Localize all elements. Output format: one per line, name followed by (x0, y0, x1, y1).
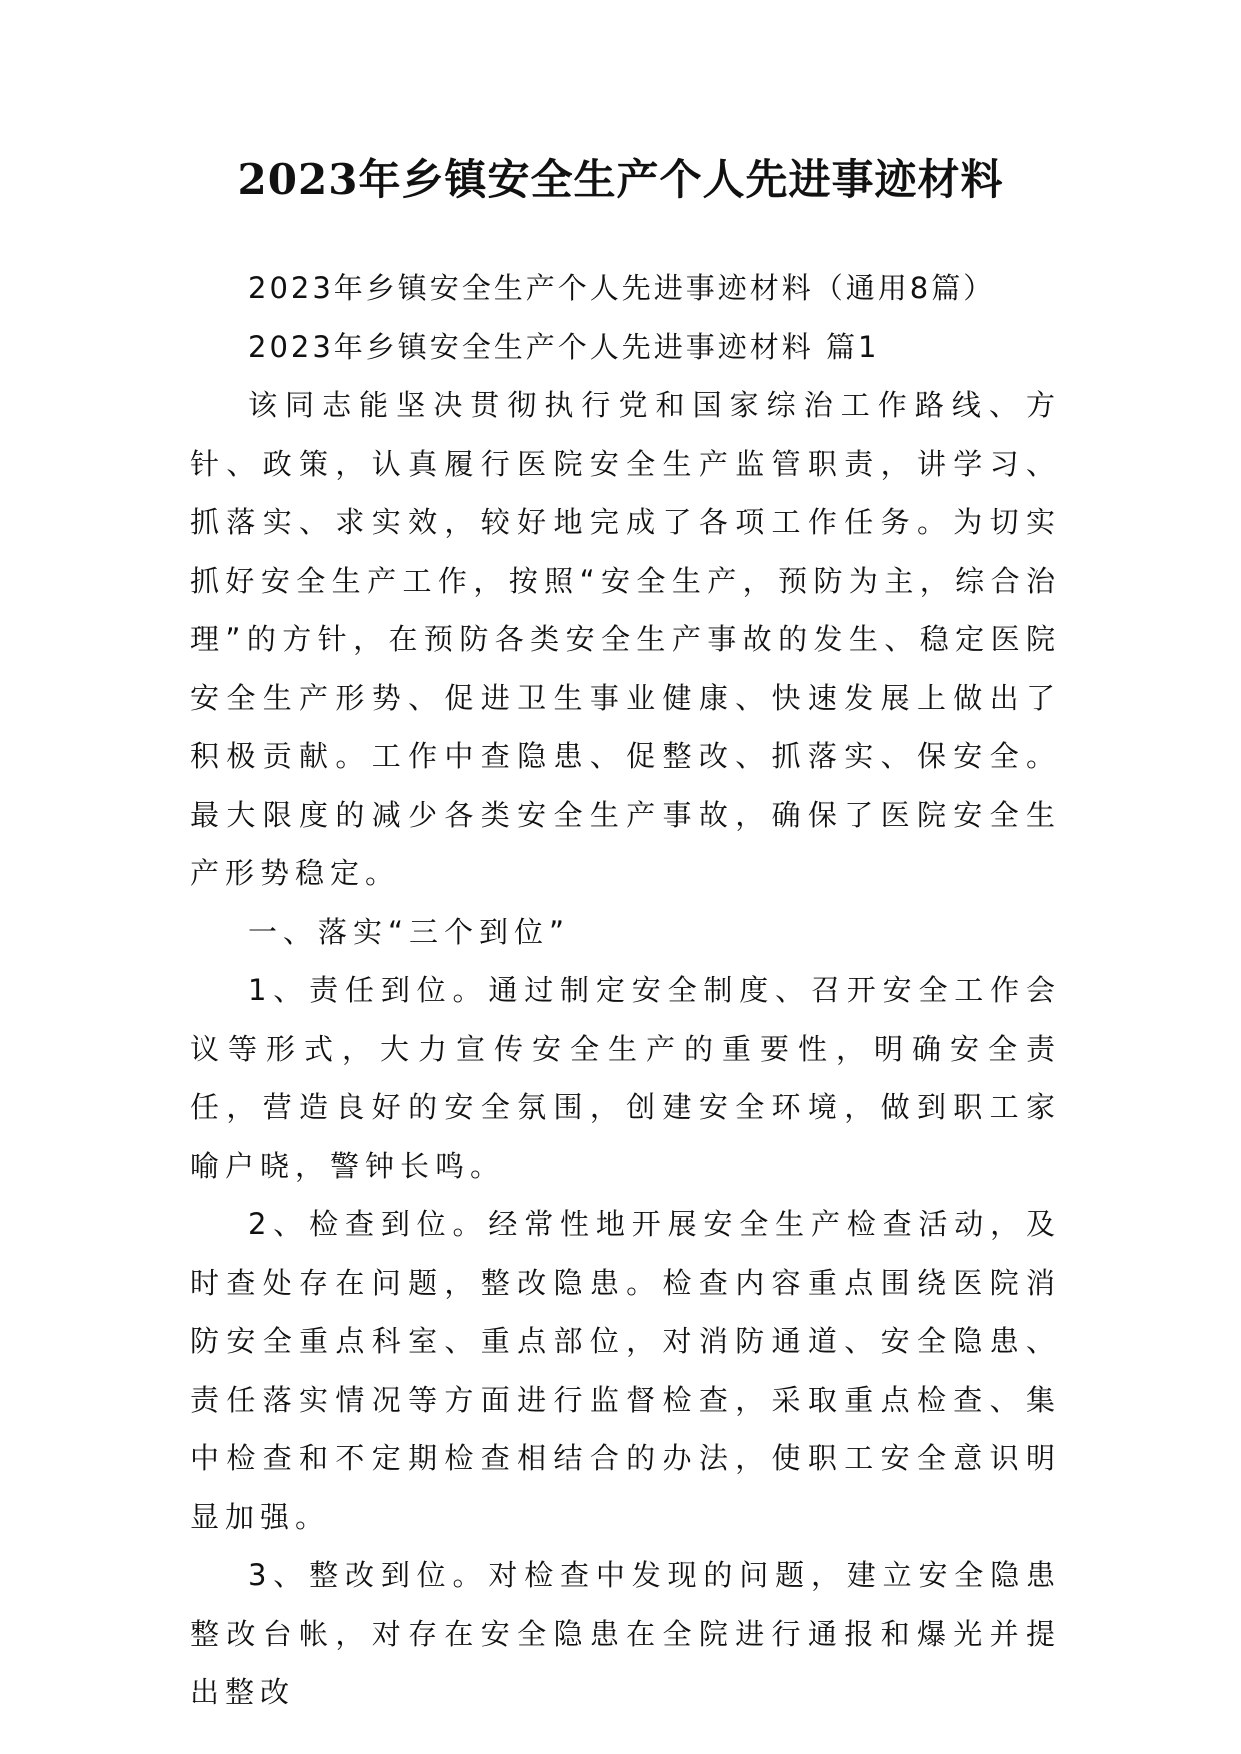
document-body (190, 259, 1061, 1722)
body-paragraph: 该同志能坚决贯彻执行党和国家综治工作路线、方针、政策，认真履行医院安全生产监管职责，讲学习、抓落实、求实效，较好地完成了各项工作任务。为切实抓好安全生产工作，按照“安全生产，预防为主，综合治理”的方针，在预防各类安全生产事故的发生、稳定医院安全生产形势、促进卫生事业健康、快速发展上做出了积极贡献。工作中查隐患、促整改、抓落实、保安全。最大限度的减少各类安全生产事故，确保了医院安全生产形势稳定。 (190, 388, 1061, 890)
collection-heading: 2023年乡镇安全生产个人先进事迹材料（通用8篇） (248, 271, 996, 305)
body-paragraph: 3、整改到位。对检查中发现的问题，建立安全隐患整改台帐，对存在安全隐患在全院进行通报和爆光并提出整改 (190, 1558, 1061, 1709)
body-paragraph: 1、责任到位。通过制定安全制度、召开安全工作会议等形式，大力宣传安全生产的重要性，明确安全责任，营造良好的安全氛围，创建安全环境，做到职工家喻户晓，警钟长鸣。 (190, 973, 1061, 1183)
section-heading: 一、落实“三个到位” (248, 914, 571, 949)
article-heading: 2023年乡镇安全生产个人先进事迹材料 篇1 (248, 329, 880, 364)
document-title: 2023年乡镇安全生产个人先进事迹材料 (237, 155, 1004, 204)
body-paragraph: 2、检查到位。经常性地开展安全生产检查活动，及时查处存在问题，整改隐患。检查内容重点围绕医院消防安全重点科室、重点部位，对消防通道、安全隐患、责任落实情况等方面进行监督检查，采取重点检查、集中检查和不定期检查相结合的办法，使职工安全意识明显加强。 (190, 1207, 1061, 1534)
